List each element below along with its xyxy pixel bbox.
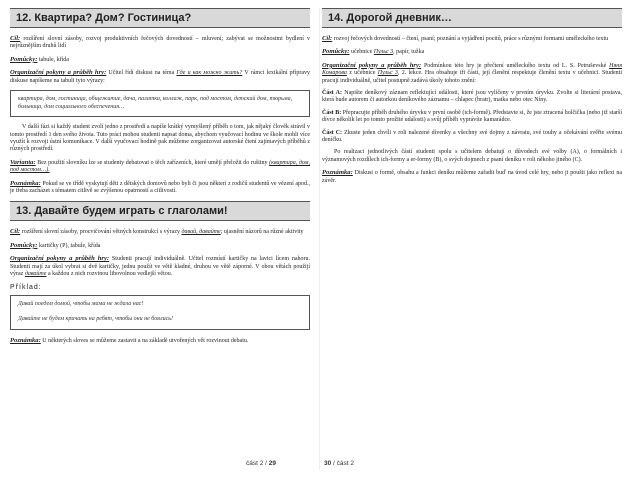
s12-instructions-label: Organizační pokyny a průběh hry: [10,69,107,77]
s14-part-c [322,130,622,145]
left-page [10,8,310,470]
s13-instructions-expression: давайте [24,271,47,278]
s12-topic: Где и как можно жить? [176,70,243,77]
s14-textbook-ref: Пульс 3 [377,70,398,77]
s13-example-1: Давай поедем домой, чтобы мама не ждала нас! [18,300,144,307]
s12-variant-examples: (квартира, дом, под мостом…). [10,159,310,174]
s14-part-a [322,90,622,105]
s12-instructions-text-b: V rámci lexikální přípravy diskuse napíšeme na tabuli tyto výrazy: [10,70,310,84]
s12-aids-text: tabule, křída [37,56,69,63]
right-page-footer [324,460,354,467]
s12-goal-label: Cíl: [10,35,21,42]
s13-instructions-text-a: Studenti pracují individuálně. Učitel rozmístí kartičky na lavici lícem nahoru. Studenti mají za úkol vybrat si dvě kartičky, jednu použít ve větě kladné, druhou ve větě záporné. V obou větách použijí výraz [10,256,310,278]
s13-goal-label: Cíl: [10,228,21,236]
s14-note-label: Poznámka: [322,169,353,177]
s14-part-a-label: Část A: [322,90,342,97]
section-14-title: 14. Дорогой дневник… [322,8,622,28]
s12-vocabulary-box: квартира, дом, гостиница, общежитие, дача, палатка, коллаж, парк, под мостом, детский дом, тюрьма, больница, дом социального обеспечения… [10,90,310,117]
s13-note [10,337,310,345]
page-gutter [319,8,320,470]
s13-aids-text: kartičky (P), tabule, křída [37,242,101,249]
section-12-title: 12. Квартира? Дом? Гостиница? [10,8,310,28]
right-page-number: 30 [324,460,332,467]
s12-variant [10,159,310,175]
s14-instructions [322,62,622,85]
s13-note-text: U některých sloves se můžeme zastavit a na základě utvořených vět rozvinout debatu. [40,337,249,344]
s14-goal-label: Cíl: [322,35,333,42]
s12-goal-text: rozšíření slovní zásoby, rozvoj produktivních řečových dovedností – mluvení; zabývat se možnostmi bydlení v nejrůznějším druhů lidí [10,36,310,50]
section-13-title: 13. Давайте будем играть с глаголами! [10,201,310,221]
s14-part-c-text: Zkuste jeden chvíli v roli nalezené dívenky a všechny své dojmy z návratu, své touhy a očekávání svěřte svému deníčku. [322,129,622,144]
s13-example-2: Давайте не будем кричать на ребят, чтобы они не боялись! [18,316,173,323]
s13-aids-label: Pomůcky: [10,241,38,249]
s13-example-box [10,295,310,330]
s14-paragraph: Po realizaci jednotlivých částí studenti spolu s učitelem debatují o důvodech své volby (A), o formálních i významových rozdílech ich-formy a er-formy (B), o svých dojmech z psaní deníku v roli někoho jiného (C). [322,149,622,163]
right-footer-part: / část 2 [331,460,354,467]
s12-note-text: Pokud se ve třídě vyskytují děti z dětských domovů nebo byli či jsou některí z rodičů studentů ve vězení apod., je třeba zacházet s tématem citlivě se zvýšenou opatrností a citlivostí. [10,180,310,195]
s14-note [322,169,622,185]
s13-goal-text: rozšíření slovní zásoby, procvičování větných konstrukcí s výrazy [20,229,182,236]
s14-goal-text: rozvoj řečových dovedností – čtení, psaní; poznání a vyjádření pocitů, práce s různými formami uměleckého textu [332,36,609,42]
s14-instructions-text-b: z učebnice [346,70,378,77]
s14-aids-text-a: učebnice [349,49,374,56]
s14-instructions-text-c: , 2. lekce. Hra obsahuje tři části, její členění respektuje členění textu v učebnici. Studenti pracují individuálně, učitel postupně zadává úkoly tohoto znění: [322,70,622,84]
s13-instructions-text-b: a každou z nich rozvinou libovolnou vedlejší větou. [46,271,173,278]
left-page-number: 29 [268,460,276,467]
s12-aids-label: Pomůcky: [10,55,38,63]
s13-goal-expressions: давай, давайте [181,229,221,236]
s13-example-title: Příklad: [10,283,42,291]
s13-instructions-label: Organizační pokyny a průběh hry: [10,255,110,263]
left-footer-part: část 2 / [246,460,269,467]
s14-part-b-text: Přepracujte příběh druhého úryvku v první osobě (ich-formě). Představte si, že jste ztracená holčička (nebo již starší dívce několik let po tomto prožité události) a svůj příběh vyprávíte kamarádce. [322,109,623,124]
right-page [322,8,622,470]
s14-part-c-label: Část C: [322,129,343,136]
s12-goal [10,35,310,51]
s14-aids [322,48,622,56]
s14-part-a-text: Napište deníkový záznam reflektující události, které jsou vylíčeny v prvním úryvku. Zvolte si literární postava, která bude autorem či autorkou deníkového záznamu – chlapec (bratr), matka nebo otec Níny. [322,90,622,104]
s14-instructions-text-a: Podmínkou této hry je přečtení uměleckého textu od L. S. Petruševské [421,62,610,69]
s12-instructions-text-a: Učitel řídí diskusi na téma [106,70,177,77]
s14-textbook: Пульс 3 [373,49,394,56]
s12-instructions [10,69,310,85]
s14-aids-text-b: , papír, tužka [393,49,425,56]
s14-part-b [322,110,622,125]
s13-note-label: Poznámka: [10,336,41,344]
s12-note [10,180,310,196]
s14-story-title: Няня Комарова [322,62,622,77]
s12-variant-text: Bez použití slovníku lze se studenty debatovat o těch zařízeních, které umějí přeložit do ruštiny [35,159,270,166]
s12-paragraph: V další fázi si každý student zvolí jedno z prostředí a napíše krátký vymyšlený příběh o tom, jak nějaký člověk strávil v tomto prostředí 1 den svého života. Tuto práci mohou studenti napsat doma, abychom vyučovací hodinu ve škole mohli více využít k rozvoji ústní komunikace. V další vyučovací hodině pak můžeme zorganizovat autorské čtení zajímavých příběhů z různých prostředí. [10,124,310,153]
s14-part-b-label: Část B: [322,109,342,116]
s12-aids [10,56,310,64]
s14-goal [322,35,622,43]
s13-goal [10,228,310,236]
left-page-footer [246,460,276,467]
s13-instructions [10,255,310,278]
s12-variant-label: Varianta: [10,158,36,166]
s13-aids [10,242,310,250]
s14-note-text: Diskusi o formě, obsahu a funkci deníku můžeme zařadit buď na úvod celé hry, nebo ji poušti jako reflexi na závěr. [322,170,622,184]
s14-instructions-label: Organizační pokyny a průběh hry: [322,61,422,69]
s13-goal-text-2: ; ujasnění názorů na různé aktivity [220,229,304,236]
s14-aids-label: Pomůcky: [322,48,350,56]
s12-note-label: Poznámka: [10,179,41,187]
